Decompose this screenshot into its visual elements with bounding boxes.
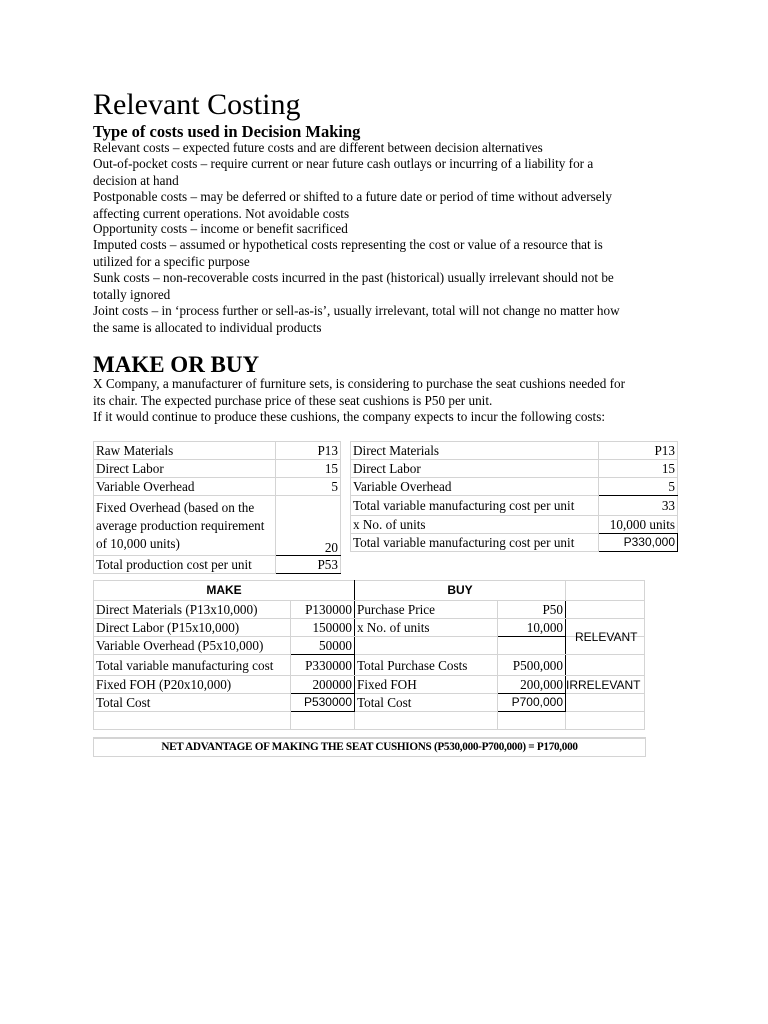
cost-line: Postponable costs – may be deferred or shifted to a future date or period of time without adversely [93, 189, 612, 204]
make-value: 50000 [291, 637, 355, 655]
make-value: P330000 [291, 655, 355, 676]
cost-value: 5 [276, 478, 341, 496]
cost-label: Variable Overhead [94, 478, 276, 496]
make-header: MAKE [94, 581, 355, 601]
cost-value: 33 [599, 496, 678, 516]
table-row [94, 556, 341, 574]
make-value: 150000 [291, 619, 355, 637]
buy-value: 10,000 [498, 619, 566, 637]
make-label: Fixed FOH (P20x10,000) [94, 676, 291, 694]
cost-label: Direct Labor [94, 460, 276, 478]
buy-label: Fixed FOH [355, 676, 498, 694]
table-row [351, 478, 678, 496]
make-buy-comparison-table [93, 580, 645, 730]
cost-line: affecting current operations. Not avoidable costs [93, 206, 350, 221]
buy-value: P700,000 [498, 694, 566, 712]
table-row [94, 619, 645, 637]
cost-value: 15 [276, 460, 341, 478]
cost-label: x No. of units [351, 516, 599, 534]
cost-label: Fixed Overhead (based on the average production requirement of 10,000 units) [94, 496, 276, 556]
cost-value: P53 [276, 556, 341, 574]
buy-label: Total Purchase Costs [355, 655, 498, 676]
table-row [94, 676, 645, 694]
section-subtitle: Type of costs used in Decision Making [93, 122, 361, 141]
make-label: Direct Materials (P13x10,000) [94, 601, 291, 619]
table-header-row [94, 581, 645, 601]
buy-value: P500,000 [498, 655, 566, 676]
buy-value [498, 637, 566, 655]
table-row [94, 637, 645, 655]
cost-line: totally ignored [93, 287, 171, 302]
net-advantage-row: NET ADVANTAGE OF MAKING THE SEAT CUSHIONS (P530,000-P700,000) = P170,000 [93, 737, 646, 757]
make-label: Variable Overhead (P5x10,000) [94, 637, 291, 655]
buy-label: Total Cost [355, 694, 498, 712]
table-row [94, 478, 341, 496]
production-cost-table [93, 441, 341, 574]
table-row [94, 460, 341, 478]
cost-line: Out-of-pocket costs – require current or near future cash outlays or incurring of a liability for a [93, 156, 594, 171]
table-row [94, 601, 645, 619]
intro-line: X Company, a manufacturer of furniture sets, is considering to purchase the seat cushions needed for [93, 376, 625, 391]
table-row [351, 516, 678, 534]
table-row [94, 694, 645, 712]
cost-label: Variable Overhead [351, 478, 599, 496]
cost-line: Imputed costs – assumed or hypothetical costs representing the cost or value of a resource that is [93, 237, 603, 252]
variable-cost-table [350, 441, 678, 552]
cost-line: Joint costs – in ‘process further or sell-as-is’, usually irrelevant, total will not change no matter how [93, 303, 620, 318]
cost-value: 10,000 units [599, 516, 678, 534]
buy-label: x No. of units [355, 619, 498, 637]
irrelevant-label: IRRELEVANT [566, 678, 641, 692]
table-row [351, 442, 678, 460]
cost-value: 15 [599, 460, 678, 478]
make-value: 200000 [291, 676, 355, 694]
table-row [351, 534, 678, 552]
cost-label: Direct Materials [351, 442, 599, 460]
cost-value: P330,000 [599, 534, 678, 552]
make-value: P530000 [291, 694, 355, 712]
buy-label [355, 637, 498, 655]
cost-value: P13 [599, 442, 678, 460]
cost-value: P13 [276, 442, 341, 460]
buy-header: BUY [355, 581, 566, 601]
cost-line: the same is allocated to individual products [93, 320, 322, 335]
relevant-label: RELEVANT [575, 630, 638, 644]
cost-label: Total variable manufacturing cost per unit [351, 534, 599, 552]
cost-line: Sunk costs – non-recoverable costs incurred in the past (historical) usually irrelevant should not be [93, 270, 614, 285]
cost-value: 5 [599, 478, 678, 496]
table-row [351, 496, 678, 516]
make-label: Total Cost [94, 694, 291, 712]
make-label: Direct Labor (P15x10,000) [94, 619, 291, 637]
table-row [94, 655, 645, 676]
cost-line: Relevant costs – expected future costs and are different between decision alternatives [93, 140, 543, 155]
table-row [351, 460, 678, 478]
cost-label: Raw Materials [94, 442, 276, 460]
cost-value: 20 [276, 496, 341, 556]
make-value: P130000 [291, 601, 355, 619]
buy-value: P50 [498, 601, 566, 619]
table-row [94, 496, 341, 556]
cost-line: Opportunity costs – income or benefit sacrificed [93, 221, 348, 236]
cost-line: decision at hand [93, 173, 179, 188]
cost-label: Direct Labor [351, 460, 599, 478]
make-label: Total variable manufacturing cost [94, 655, 291, 676]
make-or-buy-heading: MAKE OR BUY [93, 352, 260, 377]
intro-line: its chair. The expected purchase price of these seat cushions is P50 per unit. [93, 393, 493, 408]
table-row [94, 712, 645, 730]
buy-label: Purchase Price [355, 601, 498, 619]
cost-label: Total production cost per unit [94, 556, 276, 574]
page-title: Relevant Costing [93, 88, 301, 121]
table-row [94, 442, 341, 460]
buy-value: 200,000 [498, 676, 566, 694]
cost-label: Total variable manufacturing cost per unit [351, 496, 599, 516]
cost-line: utilized for a specific purpose [93, 254, 250, 269]
intro-line: If it would continue to produce these cushions, the company expects to incur the following costs: [93, 409, 606, 424]
